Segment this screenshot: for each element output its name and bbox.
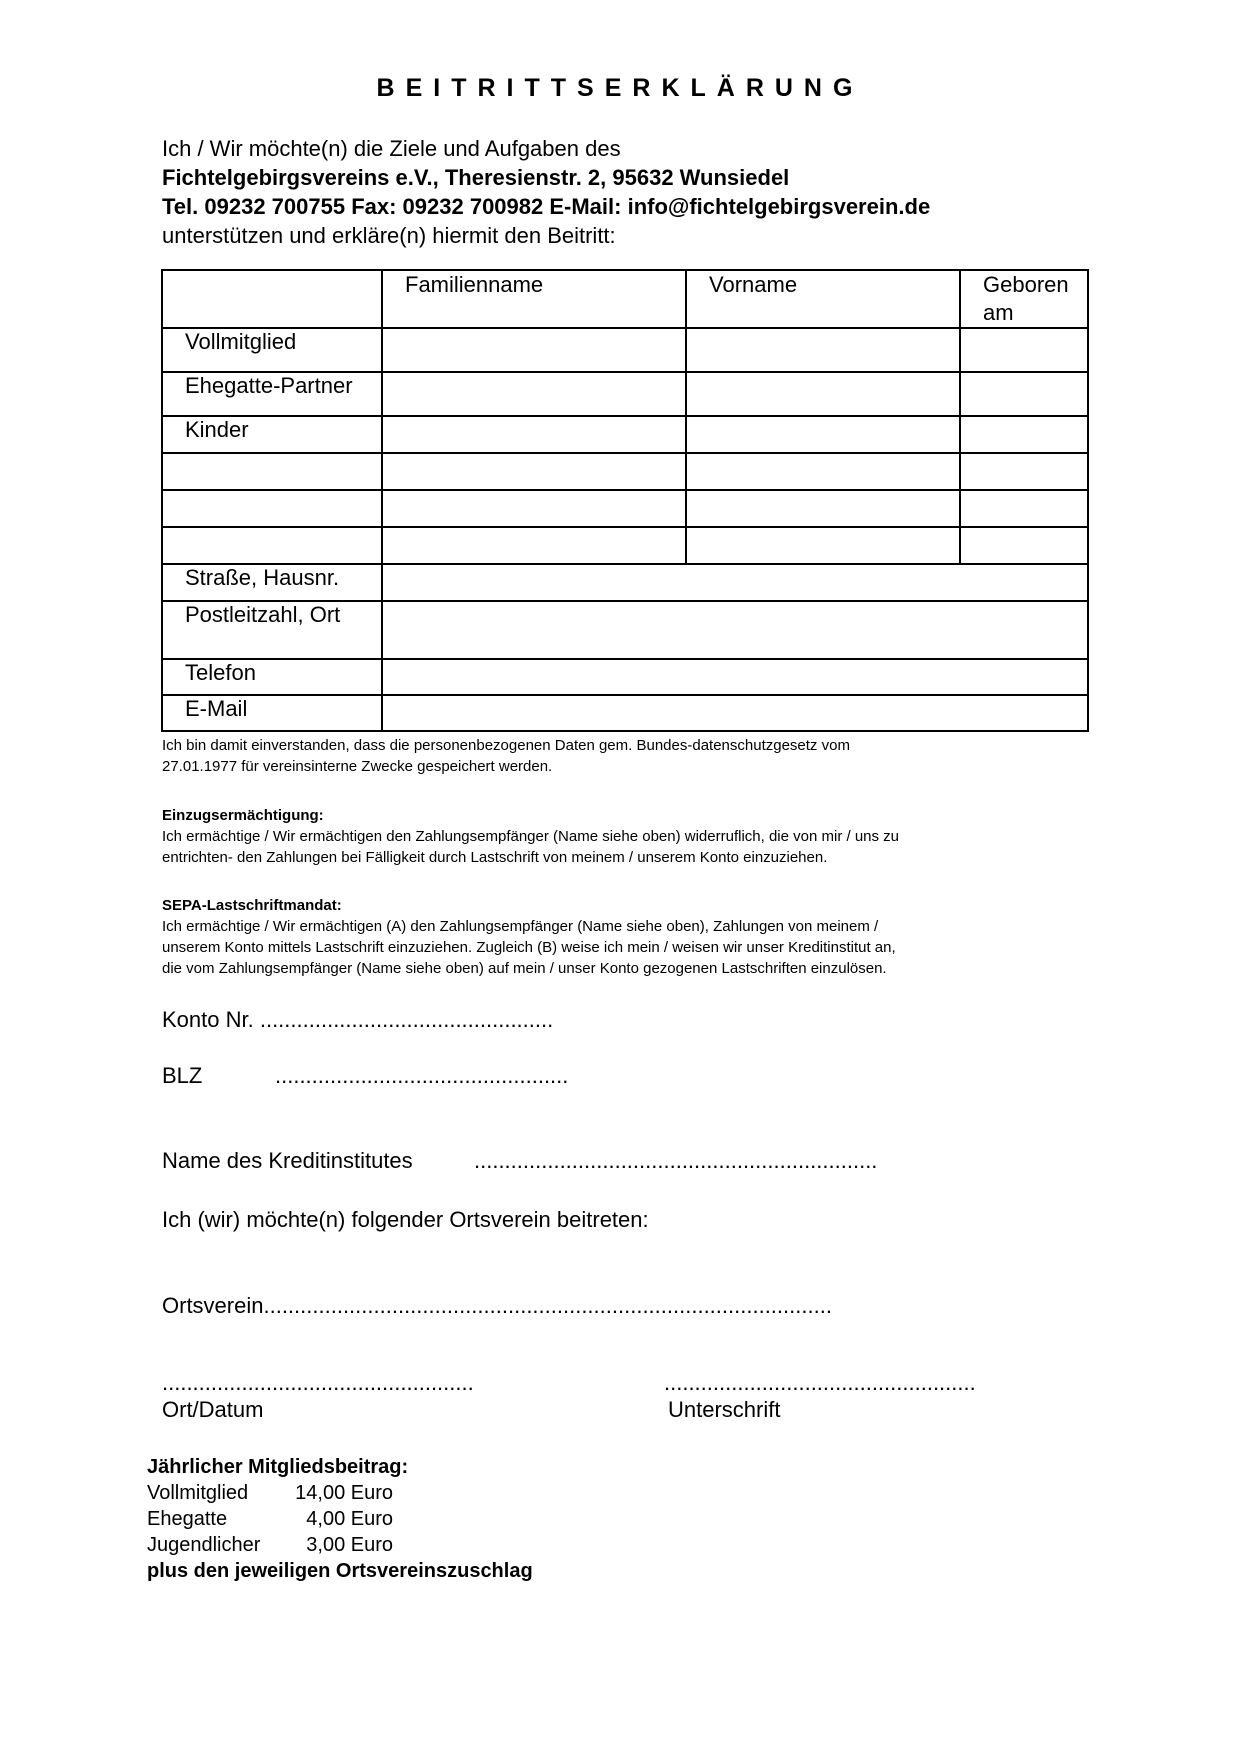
ort-datum-label: Ort/Datum	[162, 1397, 264, 1422]
fee-amount: 3,00 Euro	[306, 1534, 393, 1556]
vorname-field[interactable]	[686, 490, 960, 527]
familienname-field[interactable]	[382, 490, 686, 527]
row-label: Ehegatte-Partner	[162, 372, 382, 416]
geboren-am-field[interactable]	[960, 453, 1088, 490]
table-row	[162, 564, 1088, 601]
geboren-am-field[interactable]	[960, 372, 1088, 416]
sepa-line-2: unserem Konto mittels Lastschrift einzuziehen. Zugleich (B) weise ich mein / weisen wir unser Kreditinstitut an,	[162, 939, 896, 956]
fees-footer: plus den jeweiligen Ortsvereinszuschlag	[147, 1560, 533, 1582]
header-geboren-am: Geboren am	[960, 270, 1088, 328]
fees-section	[147, 1454, 533, 1584]
row-label: Vollmitglied	[162, 328, 382, 372]
sepa-line-3: die vom Zahlungsempfänger (Name siehe oben) auf mein / unser Konto gezogenen Lastschriften einzulösen.	[162, 960, 887, 977]
intro-line-1: Ich / Wir möchte(n) die Ziele und Aufgaben des	[162, 136, 621, 161]
table-row	[162, 490, 1088, 527]
familienname-field[interactable]	[382, 328, 686, 372]
einzug-heading: Einzugsermächtigung:	[162, 807, 324, 824]
plz-ort-field[interactable]	[382, 601, 1088, 659]
organization-contact: Tel. 09232 700755 Fax: 09232 700982 E-Mail: info@fichtelgebirgsverein.de	[162, 194, 931, 219]
blz-label: BLZ	[162, 1063, 203, 1088]
consent-line-1: Ich bin damit einverstanden, dass die personenbezogenen Daten gem. Bundes-datenschutzgesetz vom	[162, 737, 850, 754]
consent-line-2: 27.01.1977 für vereinsinterne Zwecke gespeichert werden.	[162, 758, 553, 775]
fee-name: Vollmitglied	[147, 1482, 249, 1504]
table-row	[162, 527, 1088, 564]
geboren-am-field[interactable]	[960, 527, 1088, 564]
row-label	[162, 453, 382, 490]
ortsverein-label: Ortsverein	[162, 1293, 264, 1318]
row-label	[162, 490, 382, 527]
bank-label: Name des Kreditinstitutes	[162, 1148, 413, 1173]
bank-field[interactable]: ..................................................................	[474, 1148, 878, 1173]
geboren-am-field[interactable]	[960, 416, 1088, 453]
blz-field[interactable]: ................................................	[275, 1063, 569, 1088]
email-field[interactable]	[382, 695, 1088, 731]
row-label: Telefon	[162, 659, 382, 695]
einzug-line-2: entrichten- den Zahlungen bei Fälligkeit durch Lastschrift von meinem / unserem Konto einzuziehen.	[162, 849, 828, 866]
header-vorname: Vorname	[686, 270, 960, 328]
table-row	[162, 659, 1088, 695]
fee-item	[147, 1480, 533, 1506]
telefon-field[interactable]	[382, 659, 1088, 695]
form-title: BEITRITTSERKLÄRUNG	[376, 74, 864, 102]
ortsverein-row	[162, 1293, 832, 1319]
fee-name: Jugendlicher	[147, 1534, 261, 1556]
unterschrift-label: Unterschrift	[668, 1397, 781, 1422]
table-row	[162, 601, 1088, 659]
row-label: Straße, Hausnr.	[162, 564, 382, 601]
vorname-field[interactable]	[686, 416, 960, 453]
sepa-heading: SEPA-Lastschriftmandat:	[162, 897, 342, 914]
header-empty	[162, 270, 382, 328]
membership-table	[161, 269, 1089, 732]
vorname-field[interactable]	[686, 372, 960, 416]
vorname-field[interactable]	[686, 527, 960, 564]
konto-field[interactable]: ................................................	[259, 1007, 554, 1032]
sepa-line-1: Ich ermächtige / Wir ermächtigen (A) den Zahlungsempfänger (Name siehe oben), Zahlungen von meinem /	[162, 918, 879, 935]
row-label	[162, 527, 382, 564]
einzug-line-1: Ich ermächtige / Wir ermächtigen den Zahlungsempfänger (Name siehe oben) widerruflich, die von mir / uns zu	[162, 828, 900, 845]
fee-item	[147, 1532, 533, 1558]
vorname-field[interactable]	[686, 328, 960, 372]
organization-address: Fichtelgebirgsvereins e.V., Theresienstr. 2, 95632 Wunsiedel	[162, 165, 790, 190]
row-label: Kinder	[162, 416, 382, 453]
ort-datum-field[interactable]: ...................................................	[162, 1370, 474, 1395]
table-row	[162, 453, 1088, 490]
fees-heading: Jährlicher Mitgliedsbeitrag:	[147, 1456, 409, 1478]
fee-item	[147, 1506, 533, 1532]
table-row	[162, 328, 1088, 372]
konto-label: Konto Nr.	[162, 1007, 254, 1032]
table-row	[162, 416, 1088, 453]
einzug-section	[162, 805, 1102, 868]
row-label: E-Mail	[162, 695, 382, 731]
familienname-field[interactable]	[382, 416, 686, 453]
fee-amount: 14,00 Euro	[295, 1482, 393, 1504]
intro-line-4: unterstützen und erkläre(n) hiermit den Beitritt:	[162, 223, 616, 248]
ortsverein-intro: Ich (wir) möchte(n) folgender Ortsverein beitreten:	[162, 1207, 649, 1232]
table-row	[162, 372, 1088, 416]
fee-name: Ehegatte	[147, 1508, 228, 1530]
strasse-field[interactable]	[382, 564, 1088, 601]
familienname-field[interactable]	[382, 372, 686, 416]
konto-row	[162, 1007, 553, 1033]
header-familienname: Familienname	[382, 270, 686, 328]
familienname-field[interactable]	[382, 527, 686, 564]
geboren-am-field[interactable]	[960, 328, 1088, 372]
vorname-field[interactable]	[686, 453, 960, 490]
table-header-row	[162, 270, 1088, 328]
blz-row	[162, 1063, 569, 1089]
row-label: Postleitzahl, Ort	[162, 601, 382, 659]
bank-row	[162, 1148, 878, 1174]
consent-text	[162, 735, 1102, 777]
ortsverein-field[interactable]: .............................................................................................	[263, 1293, 832, 1318]
table-row	[162, 695, 1088, 731]
unterschrift-field[interactable]: ...................................................	[664, 1370, 976, 1395]
geboren-am-field[interactable]	[960, 490, 1088, 527]
sepa-section	[162, 895, 1102, 979]
fee-amount: 4,00 Euro	[306, 1508, 393, 1530]
familienname-field[interactable]	[382, 453, 686, 490]
